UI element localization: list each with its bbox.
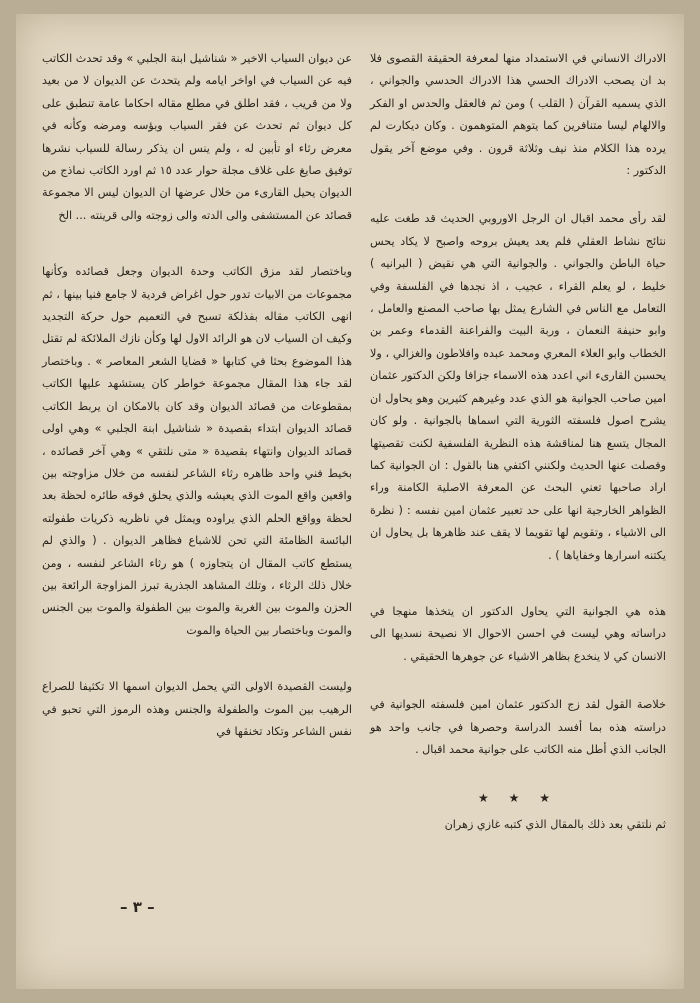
magazine-page [16,14,684,989]
page-number: – ٣ – [120,898,155,916]
section-divider-stars: ★ ★ ★ [478,791,558,806]
article-paragraph: هذه هي الجوانية التي يحاول الدكتور ان يتخذها منهجا في دراساته وهي ليست في احسن الاحوال الا نصيحة نسديها الى الانسان كي لا ينخدع بظاهر الاشياء عن جوهرها الحقيقي . [370,604,666,663]
article-paragraph: الادراك الانساني في الاستمداد منها لمعرفة الحقيقة القصوى فلا بد ان يصحب الادراك الحسي هذا الادراك الحدسي والجواني ، الذي يسميه القرآن ( القلب ) ومن ثم فالعقل والحدس او الفكر والالهام ليسا متنافرين كما يتوهم المتوهمون . وكان ديكارت لم يرده هذا الكلام منذ نيف وثلاثة قرون . وفي موضع آخر يقول الدكتور : [370,52,666,178]
article-paragraph: وباختصار لقد مزق الكاتب وحدة الديوان وجعل قصائده وكأنها مجموعات من الابيات تدور حول اغراض فردية لا جامع فنيا بينها ، ثم انهى الكاتب مقاله بفذلكة تسبح في التعميم حول حركة التجديد وكيف ان السياب لان هو الرائد الاول لها وكأن نازك الملائكة لم تقتل هذا الموضوع بحثا في كتابها « قضايا الشعر المعاصر » . وباختصار لقد جاء هذا المقال مجموعة خواطر كان يستشهد عليها الكاتب بمقطوعات من قصائد الديوان وقد كان بالامكان ان يربط الكاتب قصائد الديوان ابتداء بقصيدة « شناشيل ابنة الجلبي » وهي اولى قصائد الديوان وانتهاء بقصيدة « متى نلتقي » وهي آخر قصائده ، بخيط فني واحد ظاهره رثاء الشاعر لنفسه من خلال مزاوجته بين واقعين واقع الموت الذي يعيشه والذي يحلق فوقه طائره لحظة بعد لحظة وواقع الحلم الذي يراوده ويمثل في ناظريه ذكريات طفولته البائسة الظامئة التي تحن للاشباع فظاهر الديوان . ( والذي لم يستطع كاتب المقال ان يتجاوزه ) هو رثاء الشاعر لنفسه ، ومن خلال ذلك الرثاء ، وتلك المشاهد الجذرية تبرز المزاوجة الرائعة بين الحزن والموت بين الغربة والموت بين الطفولة والموت بين الجنس والموت وباختصار بين الحياة والموت [42,265,352,637]
article-paragraph: لقد رأى محمد اقبال ان الرجل الاوروبي الحديث قد طغت عليه نتائج نشاط العقلي فلم يعد يعيش بروحه واصبح لا يكاد يحس حياة الباطن والجواني . والجوانية التي هي نقيض ( البرانيه ) خليط ، لو يعلم القراء ، عجيب ، اذ نجدها في الفلسفة وفي التعامل مع الناس في الشارع يمثل بها صاحب المصنع والعامل ، وابو حنيفة النعمان ، وربة البيت والفراعنة القدماء وعمر بن الخطاب وابو العلاء المعري ومحمد عبده وافلاطون والغزالي ، ولا يحسبن القارىء اني اعدد هذه الاسماء جزافا ولكن الدكتور عثمان امين صاحب الجوانية هو الذي عدد وغيرهم كثيرين وهو يحاول ان يشرح اصول فلسفته الثورية التي اسماها بالجوانية . ولو كان المجال يتسع هنا لمناقشة هذه النظرية الفلسفية لكنت تقصيتها وفصلت عنها الحديث ولكنني اكتفي هنا بالقول : ان الجوانية كما اراد صاحبها تعني البحث عن المعرفة الاصلية الكامنة وراء الظواهر الخارجية انها على حد تعبير عثمان امين نفسه : ( نظرة الى الاشياء ، وتقويم لها تقويما لا يقف عند ظاهرها بل يحاول ان يكتنه اسرارها وخفاياها ) . [370,212,666,562]
article-paragraph: عن ديوان السياب الاخير « شناشيل ابنة الجلبي » وقد تحدث الكاتب فيه عن السياب في اواخر ايامه ولم يتحدث عن الديوان لا من بعيد ولا من قريب ، فقد اطلق في مطلع مقاله احكاما عامة تنطبق على كل ديوان ثم تحدث عن فقر السياب وبؤسه ومرضه وكأنه في معرض رثاء او تأبين له ، ولم ينس ان يذكر رسالة للسياب نشرها توفيق صايغ على غلاف مجلة حوار عدد ١٥ ثم اورد الكاتب نماذج من الديوان يحيل القارىء من خلال عرضها ان الديوان ليس الا مجموعة قصائد عن المستشفى والى الدته والى زوجته والى قرينته ... الخ [42,52,352,222]
article-paragraph: وليست القصيدة الاولى التي يحمل الديوان اسمها الا تكثيفا للصراع الرهيب بين الموت والطفولة والجنس وهذه الرموز التي تحبو في نفس الشاعر وتكاد تخنقها في [42,680,352,738]
left-column [42,48,352,769]
article-paragraph: خلاصة القول لقد زج الدكتور عثمان امين فلسفته الجوانية في دراسته هذه بما أفسد الدراسة وحصرها في جانب واحد هو الجانب الذي أطل منه الكاتب على جوانية محمد اقبال . [370,698,666,756]
closing-line: ثم نلتقي بعد ذلك بالمقال الذي كتبه غازي زهران [444,817,666,831]
right-column [370,48,666,836]
